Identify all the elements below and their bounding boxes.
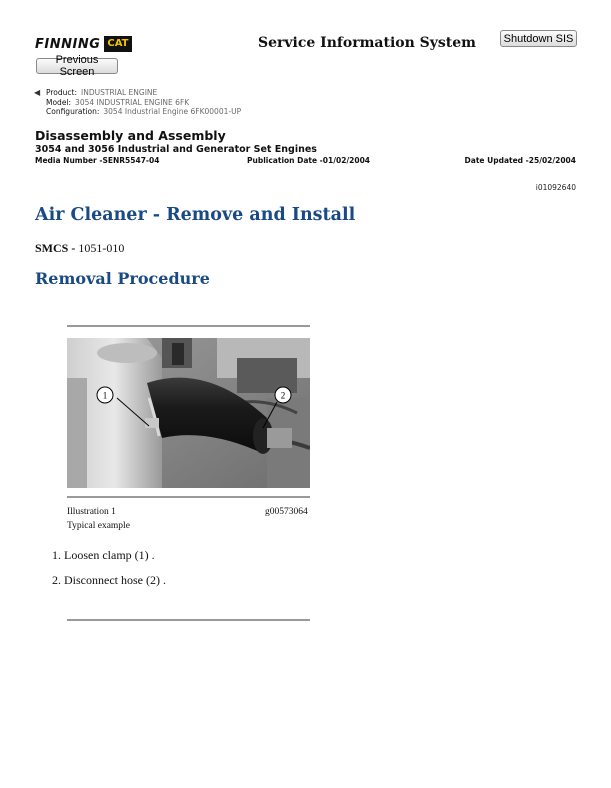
illustration-label: Illustration 1	[67, 507, 116, 517]
finning-logo-text: FINNING	[35, 36, 101, 52]
product-row	[36, 88, 241, 98]
procedure-steps	[52, 548, 166, 598]
configuration-label: Configuration:	[46, 107, 100, 116]
illustration-caption: Typical example	[67, 521, 130, 531]
main-heading: Air Cleaner - Remove and Install	[35, 205, 356, 225]
finning-cat-logo	[35, 33, 129, 55]
document-title: Disassembly and Assembly	[35, 128, 226, 143]
divider	[67, 619, 310, 621]
section-heading: Removal Procedure	[35, 269, 210, 288]
model-value: 3054 INDUSTRIAL ENGINE 6FK	[75, 97, 190, 107]
media-number: Media Number -SENR5547-04	[35, 156, 160, 165]
product-value: INDUSTRIAL ENGINE	[81, 88, 158, 97]
divider	[67, 325, 310, 327]
publication-date: Publication Date -01/02/2004	[247, 156, 371, 165]
smcs-value: 1051-010	[75, 241, 125, 255]
previous-screen-button[interactable]: Previous Screen	[36, 58, 118, 74]
shutdown-sis-button[interactable]: Shutdown SIS	[500, 30, 577, 47]
step-item: 1. Loosen clamp (1) .	[52, 548, 155, 562]
back-arrow-icon[interactable]: ◀	[34, 88, 41, 97]
callout-2: 2	[280, 390, 286, 401]
step-item: 2. Disconnect hose (2) .	[52, 573, 166, 587]
configuration-value: 3054 Industrial Engine 6FK00001-UP	[103, 107, 242, 116]
smcs-label: SMCS -	[35, 241, 76, 255]
cat-logo-badge: CAT	[104, 36, 131, 52]
date-updated: Date Updated -25/02/2004	[464, 156, 576, 165]
illustration-id: g00573064	[265, 507, 308, 517]
divider	[67, 496, 310, 498]
engine-photo-graphic	[67, 338, 310, 488]
document-subtitle: 3054 and 3056 Industrial and Generator Set Engines	[35, 144, 317, 155]
document-meta	[35, 156, 576, 166]
smcs-code	[35, 241, 124, 256]
model-row	[36, 98, 241, 108]
system-title: Service Information System	[258, 35, 476, 51]
product-label: Product:	[46, 88, 78, 97]
document-id: i01092640	[535, 183, 576, 192]
illustration-photo	[67, 338, 310, 488]
model-label: Model:	[46, 97, 72, 107]
configuration-row	[36, 107, 241, 117]
callout-1: 1	[102, 390, 108, 401]
product-info	[36, 88, 241, 117]
